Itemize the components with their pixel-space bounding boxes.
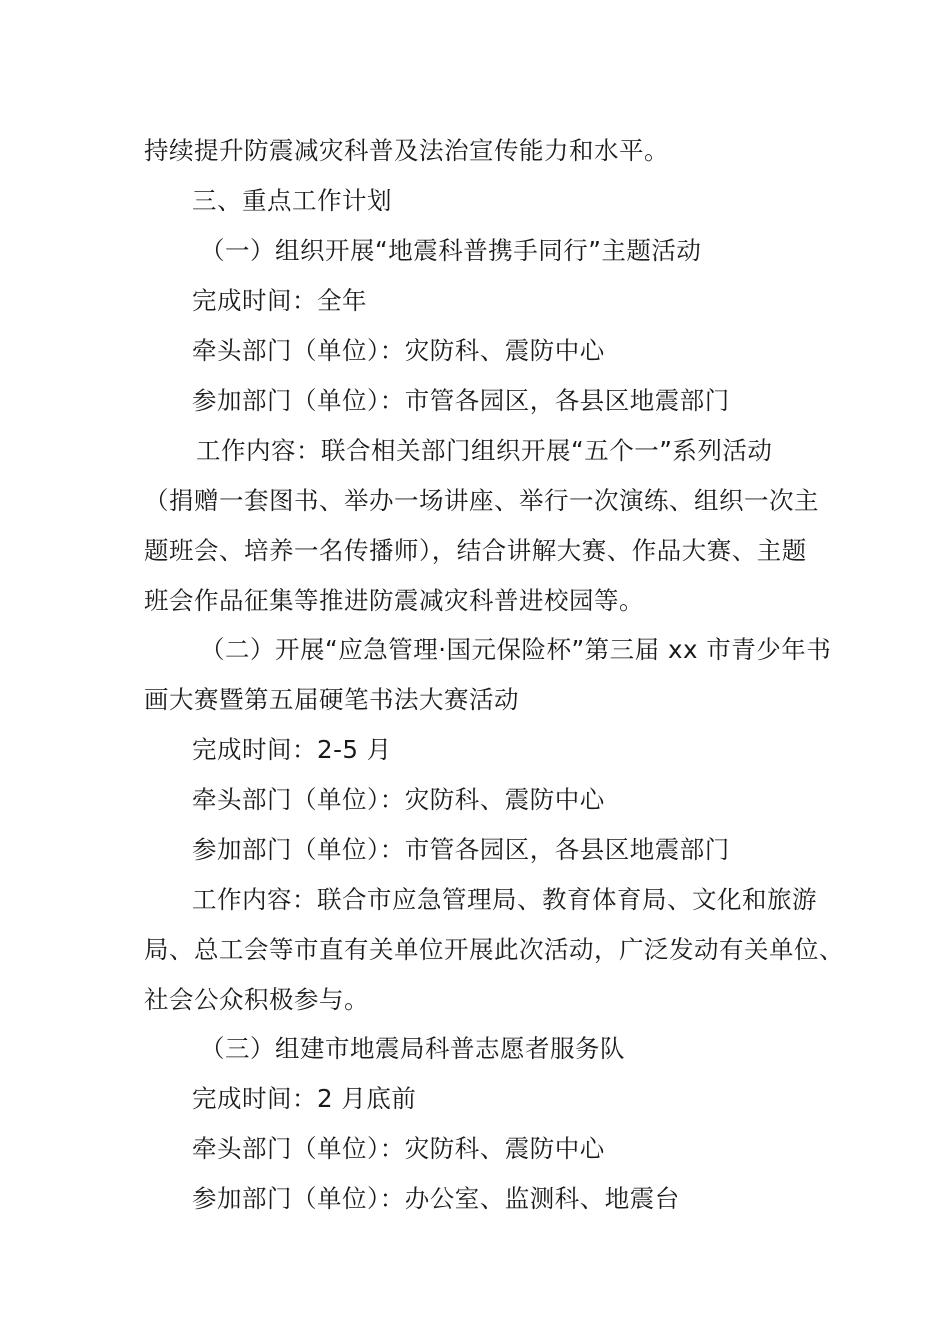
paragraph-line: 社会公众积极参与。 xyxy=(144,985,369,1014)
section-heading: 三、重点工作计划 xyxy=(192,186,392,215)
completion-time: 完成时间：2 月底前 xyxy=(192,1084,417,1113)
subsection-heading: （三）组建市地震局科普志愿者服务队 xyxy=(200,1034,625,1063)
paragraph-line: 班会作品征集等推进防震减灾科普进校园等。 xyxy=(144,586,644,615)
participating-departments: 参加部门（单位）：市管各园区，各县区地震部门 xyxy=(192,835,730,864)
completion-time: 完成时间：2-5 月 xyxy=(192,735,392,764)
work-content: 工作内容：联合相关部门组织开展“五个一”系列活动 xyxy=(196,436,773,465)
participating-departments: 参加部门（单位）：办公室、监测科、地震台 xyxy=(192,1184,680,1213)
paragraph-line: 题班会、培养一名传播师），结合讲解大赛、作品大赛、主题 xyxy=(144,536,807,565)
paragraph-line: 局、总工会等市直有关单位开展此次活动，广泛发动有关单位、 xyxy=(144,935,844,964)
subsection-heading: （一）组织开展“地震科普携手同行”主题活动 xyxy=(200,236,702,265)
subsection-heading: （二）开展“应急管理·国元保险杯”第三届 xx 市青少年书 xyxy=(200,635,832,664)
paragraph-line: （捐赠一套图书、举办一场讲座、举行一次演练、组织一次主 xyxy=(144,486,819,515)
lead-department: 牵头部门（单位）：灾防科、震防中心 xyxy=(192,336,605,365)
paragraph-line: 持续提升防震减灾科普及法治宣传能力和水平。 xyxy=(144,136,669,165)
work-content: 工作内容：联合市应急管理局、教育体育局、文化和旅游 xyxy=(192,885,817,914)
paragraph-line: 画大赛暨第五届硬笔书法大赛活动 xyxy=(144,685,519,714)
lead-department: 牵头部门（单位）：灾防科、震防中心 xyxy=(192,1134,605,1163)
lead-department: 牵头部门（单位）：灾防科、震防中心 xyxy=(192,785,605,814)
participating-departments: 参加部门（单位）：市管各园区，各县区地震部门 xyxy=(192,386,730,415)
completion-time: 完成时间：全年 xyxy=(192,286,367,315)
